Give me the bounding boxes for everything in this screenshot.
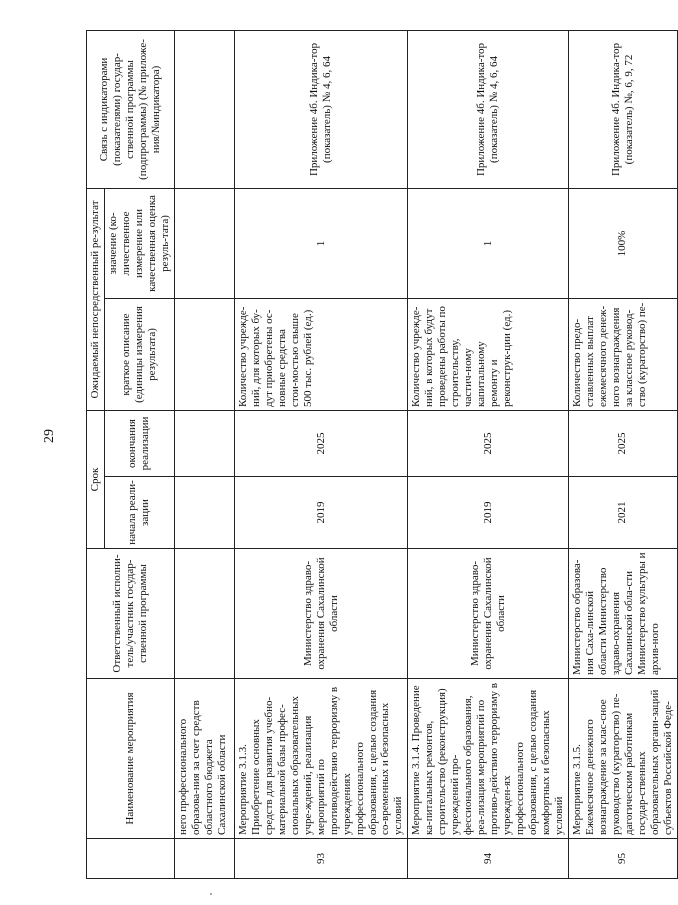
cell-end: 2025 <box>408 411 569 477</box>
cell-result-value: 100% <box>569 188 678 298</box>
header-result-desc: краткое описание (единицы измерения результата) <box>104 299 174 411</box>
cell-name: Мероприятие 3.1.4. Проведение ка-питальных ремонтов, строительство (реконструкция) учреждений про-фессионального образования, реа-лизация мероприятий по противо-действию терроризму в учрежден-ях профессионального образования, с целью создания комфортных и безопасных условий <box>408 679 569 839</box>
cell-result-desc <box>174 299 234 411</box>
cell-name: Мероприятие 3.1.5. Ежемесячное денежного вознаграждение за клас-сное руководство (кураторство) пе-дагогическим работникам государ-ственных образовательных органи-заций субъектов Российской Феде- <box>569 679 678 839</box>
measures-table <box>86 30 678 879</box>
table-row <box>569 30 678 878</box>
cell-end: 2025 <box>569 411 678 477</box>
header-end: окончания реализации <box>104 411 174 477</box>
rotated-table-wrapper <box>86 31 674 879</box>
cell-end: 2025 <box>234 411 408 477</box>
cell-responsible: Министерство образова-ния Саха-линской области Министерство здраво-охранения Сахалинской обла-сти Министерство культуры и архив-ного <box>569 549 678 679</box>
header-link: Связь с индикаторами (показателями) государ-ственной программы (подпрограммы) (№ приложе-ния/№индикатора) <box>87 30 175 188</box>
cell-result-value: 1 <box>408 188 569 298</box>
cell-link: Приложение 4б. Индика-тор (показатель) № 4, 6, 64 <box>234 30 408 188</box>
cell-name: него профессионального образова-ния за счет средств областного бюджета Сахалинской области <box>174 679 234 839</box>
cell-result-desc: Количество учрежде-ний, для которых бу-дут приобретены ос-новные средства стои-мостью свыше 500 тыс. рублей (ед.) <box>234 299 408 411</box>
cell-result-value: 1 <box>234 188 408 298</box>
cell-link: Приложение 4б. Индика-тор (показатель) №, 6, 9, 72 <box>569 30 678 188</box>
cell-num <box>174 839 234 879</box>
cell-result-desc: Количество предо-ставленных выплат ежемесячного денеж-ного вознаграждения за классное руковод-ство (кураторство) пе- <box>569 299 678 411</box>
header-result-value: значение (ко-личественное измерение или качественная оценка резуль-тата) <box>104 188 174 298</box>
cell-num: 94 <box>408 839 569 879</box>
cell-start: 2019 <box>408 477 569 549</box>
header-period: Срок <box>87 411 105 549</box>
header-start: начала реали-зации <box>104 477 174 549</box>
cell-end <box>174 411 234 477</box>
header-responsible: Ответственный исполни-тель/участник государ-ственной программы <box>87 549 175 679</box>
scan-speck <box>210 893 212 895</box>
cell-result-value <box>174 188 234 298</box>
cell-responsible: Министерство здраво-охранения Сахалинской области <box>234 549 408 679</box>
header-result: Ожидаемый непосредственный ре-зультат <box>87 188 105 410</box>
cell-num: 95 <box>569 839 678 879</box>
cell-start: 2021 <box>569 477 678 549</box>
cell-start <box>174 477 234 549</box>
cell-link <box>174 30 234 188</box>
cell-link: Приложение 4б. Индика-тор (показатель) № 4, 6, 64 <box>408 30 569 188</box>
table-row <box>174 30 234 878</box>
cell-responsible: Министерство здраво-охранения Сахалинской области <box>408 549 569 679</box>
cell-name: Мероприятие 3.1.3. Приобретение основных средств для развития учебно-материальной базы профес-сиональных образовательных учре-ждений, реализация мероприятий по противодействию терроризму в учреждениях профессионального образования, с целью создания со-временных и безопасных условий <box>234 679 408 839</box>
header-name: Наименование мероприятия <box>87 679 175 839</box>
cell-responsible <box>174 549 234 679</box>
page-number: 29 <box>42 429 57 443</box>
cell-result-desc: Количество учрежде-ний, в которых будут проведены работы по строительству, частич-ному капитальному ремонту и реконструк-ции (ед.) <box>408 299 569 411</box>
cell-start: 2019 <box>234 477 408 549</box>
header-row <box>87 30 105 878</box>
table-row <box>408 30 569 878</box>
header-num-cell <box>87 839 175 879</box>
cell-num: 93 <box>234 839 408 879</box>
table-row <box>234 30 408 878</box>
